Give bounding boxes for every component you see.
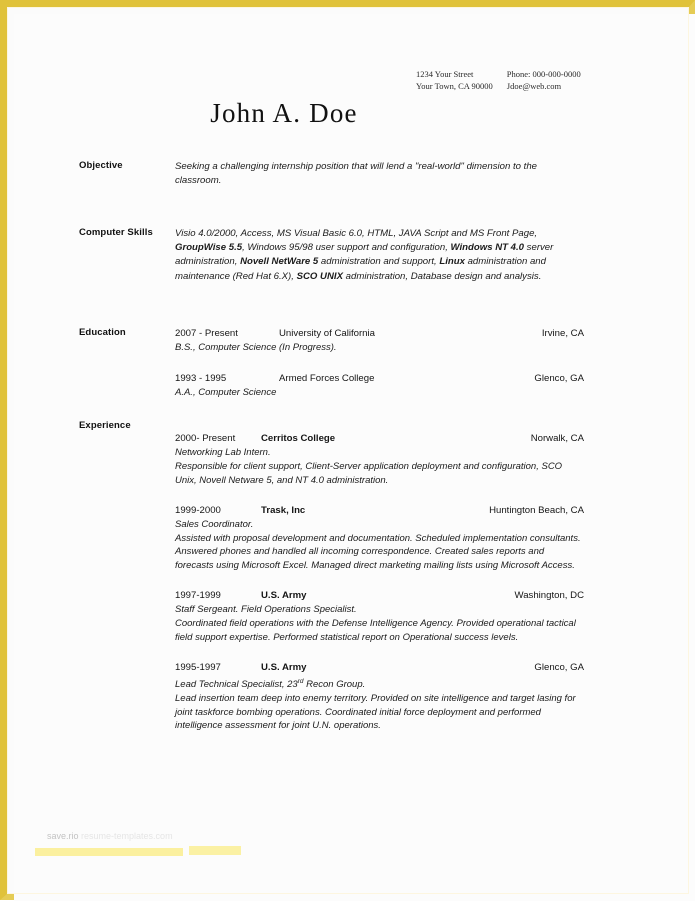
section-label-experience: Experience — [79, 420, 131, 431]
experience-location: Norwalk, CA — [530, 433, 584, 444]
experience-entry-head — [175, 589, 584, 603]
experience-entry-head — [175, 432, 584, 446]
education-entries — [175, 327, 584, 400]
street-address: 1234 Your Street — [416, 69, 474, 79]
objective-text: Seeking a challenging internship position that will lend a "real-world" dimension to the classroom. — [175, 161, 537, 187]
skill-text: server administration, — [175, 242, 554, 268]
section-education — [79, 327, 584, 400]
contact-address-column — [416, 69, 493, 92]
section-label-education: Education — [79, 327, 126, 338]
watermark — [47, 831, 277, 865]
experience-employer: Trask, Inc — [261, 504, 306, 516]
experience-job-title: Networking Lab Intern. — [175, 447, 271, 459]
section-label-computer-skills: Computer Skills — [79, 227, 153, 238]
skill-text: administration and maintenance (Red Hat 6.X), — [175, 256, 546, 282]
experience-entry — [175, 504, 584, 573]
watermark-highlight-bar — [35, 848, 183, 856]
contact-block — [416, 69, 616, 92]
experience-dates: 2000- Present — [175, 433, 236, 444]
city-state-zip: Your Town, CA 90000 — [416, 80, 493, 91]
experience-entry — [175, 589, 584, 645]
computer-skills-text — [175, 227, 584, 284]
experience-job-title: Lead Technical Specialist, 23rd Recon Group. — [175, 677, 366, 691]
education-location: Irvine, CA — [541, 328, 584, 339]
experience-dates: 1995-1997 — [175, 661, 221, 673]
contact-phone-email-column — [507, 69, 581, 92]
skill-highlight: Linux — [439, 256, 465, 268]
watermark-text — [47, 831, 173, 841]
education-dates: 1993 - 1995 — [175, 373, 227, 384]
education-degree: A.A., Computer Science — [175, 387, 277, 399]
skill-text: Visio 4.0/2000, Access, MS Visual Basic 6.0, HTML, JAVA Script and MS Front Page, — [175, 228, 538, 239]
skill-highlight: GroupWise 5.5 — [175, 242, 243, 254]
phone-number: Phone: 000-000-0000 — [506, 69, 581, 79]
skill-text: , Windows 95/98 user support and configuration, — [242, 242, 451, 254]
experience-description: Coordinated field operations with the Defense Intelligence Agency. Provided operational tactical field support expertise. Performed statistical report on Operational success levels. — [175, 617, 576, 643]
section-label-objective: Objective — [79, 160, 123, 171]
education-institution: Armed Forces College — [279, 373, 375, 384]
experience-description: Assisted with proposal development and documentation. Scheduled implementation consultants. Answered phones and handled all incoming correspondence. Created sales reports and forecasts using Microsoft Excel. Managed direct marketing mailing lists using Microsoft Access. — [175, 532, 581, 572]
experience-location: Washington, DC — [514, 589, 584, 601]
watermark-faint-text: resume-templates.com — [81, 831, 173, 841]
resume-page — [14, 14, 695, 901]
applicant-name: John A. Doe — [210, 98, 358, 128]
email-address: Jdoe@web.com — [506, 80, 562, 91]
education-entry — [175, 372, 584, 400]
education-degree: B.S., Computer Science (In Progress). — [175, 342, 337, 354]
experience-employer: U.S. Army — [261, 661, 307, 673]
experience-entries — [175, 432, 584, 733]
education-entry-head — [175, 372, 584, 386]
experience-description: Lead insertion team deep into enemy territory. Provided on site intelligence and target lasing for joint taskforce bombing operations. Coordinated initial force deployment and performed intelligence assessment for joint U.N. operations. — [175, 692, 576, 732]
experience-entry-head — [175, 661, 584, 675]
experience-location: Glenco, GA — [534, 661, 584, 673]
skill-highlight: SCO UNIX — [296, 270, 343, 282]
experience-description: Responsible for client support, Client-Server application deployment and configuration, SCO Unix, Novell Netware 5, and NT 4.0 administration. — [175, 461, 563, 486]
experience-dates: 1997-1999 — [175, 589, 221, 601]
experience-job-title: Sales Coordinator. — [175, 519, 254, 530]
experience-employer: U.S. Army — [261, 589, 307, 601]
section-experience — [79, 420, 584, 733]
experience-dates: 1999-2000 — [175, 504, 221, 516]
experience-entry — [175, 661, 584, 734]
watermark-visible-text: save.rio — [47, 831, 79, 841]
education-entry — [175, 327, 584, 355]
watermark-highlight-bar-secondary — [189, 846, 241, 855]
education-entry-head — [175, 327, 584, 341]
skill-highlight: Windows NT 4.0 — [450, 242, 525, 254]
experience-entry-head — [175, 504, 584, 518]
education-institution: University of California — [279, 328, 375, 339]
experience-entry — [175, 432, 584, 488]
section-computer-skills — [79, 227, 584, 284]
skill-text: administration and support, — [318, 256, 440, 268]
section-objective — [79, 160, 584, 188]
education-location: Glenco, GA — [534, 373, 584, 384]
experience-location: Huntington Beach, CA — [489, 504, 584, 516]
education-dates: 2007 - Present — [175, 328, 238, 339]
skill-text: administration, Database design and analysis. — [342, 270, 542, 282]
skill-highlight: Novell NetWare 5 — [240, 256, 319, 268]
ordinal-superscript: rd — [297, 677, 304, 685]
experience-job-title: Staff Sergeant. Field Operations Specialist. — [175, 604, 357, 616]
experience-employer: Cerritos College — [261, 433, 336, 444]
